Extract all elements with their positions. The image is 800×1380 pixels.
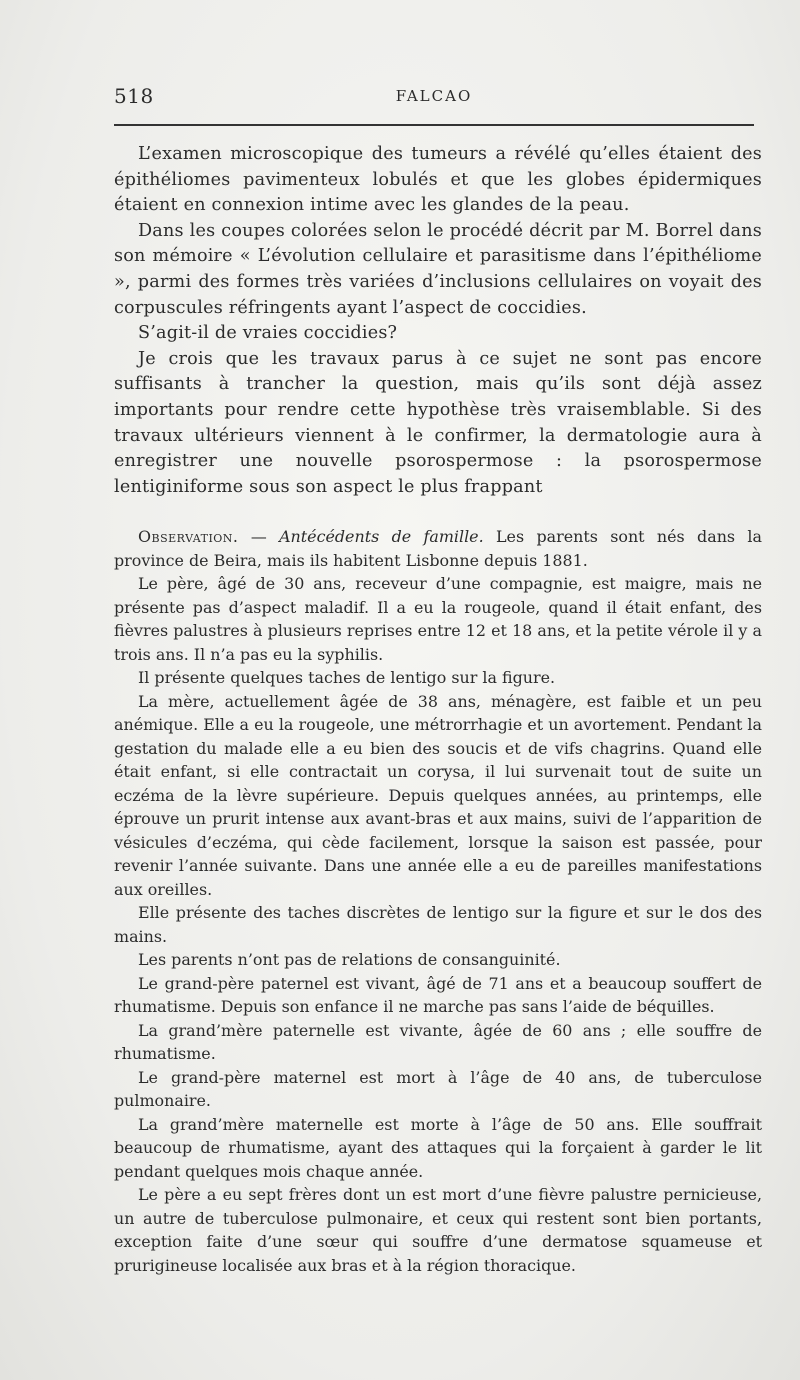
paragraph: S’agit-il de vraies coccidies? xyxy=(138,323,398,344)
paragraph: Je crois que les travaux parus à ce sujet ne sont pas encore suffisants à trancher la question, mais qu’ils sont déjà assez importants pour rendre cette hypothèse très vraisemblable. Si des travaux ultérieurs viennent à le confirmer, la dermatologie aura à enregistrer une nouvelle psorospermose : la psorospermose lentiginiforme sous son aspect le plus frappant xyxy=(114,348,762,497)
observation-first-paragraph xyxy=(114,525,762,572)
paragraph: Elle présente des taches discrètes de lentigo sur la figure et sur le dos des mains. xyxy=(114,903,762,946)
paragraph: La grand’mère paternelle est vivante, âgée de 60 ans ; elle souffre de rhumatisme. xyxy=(114,1020,762,1064)
page-header xyxy=(114,84,754,112)
paragraph: Le père a eu sept frères dont un est mort d’une fièvre palustre pernicieuse, un autre de tuberculose pulmonaire, et ceux qui restent sont bien portants, exception faite d’une sœur qui souffre d’une dermatose squameuse et prurigineuse localisée aux bras et à la région thoracique. xyxy=(114,1185,762,1275)
observation-label: Observation. xyxy=(138,527,239,547)
paragraph: La mère, actuellement âgée de 38 ans, ménagère, est faible et un peu anémique. Elle a eu la rougeole, une métrorrhagie et un avortement. Pendant la gestation du malade elle a eu bien des soucis et de vifs chagrins. Quand elle était enfant, si elle contractait un corysa, il lui survenait tout de suite un eczéma de la lèvre supérieure. Depuis quelques années, au printemps, elle éprouve un prurit intense aux avant-bras et aux mains, suivi de l’apparition de vésicules d’eczéma, qui cède facilement, lorsque la saison est passée, pour revenir l’année suivante. Dans une année elle a eu de pareilles manifestations aux oreilles. xyxy=(114,691,762,899)
observation-first-text: Les parents sont nés dans la province de Beira, mais ils habitent Lisbonne depuis 1881. xyxy=(114,527,762,570)
page-number: 518 xyxy=(114,84,154,108)
paragraph: La grand’mère maternelle est morte à l’âge de 50 ans. Elle souffrait beaucoup de rhumatisme, ayant des attaques qui la forçaient à garder le lit pendant quelques mois chaque année. xyxy=(114,1114,762,1181)
paragraph: Le père, âgé de 30 ans, receveur d’une compagnie, est maigre, mais ne présente pas d’aspect maladif. Il a eu la rougeole, quand il était enfant, des fièvres palustres à plusieurs reprises entre 12 et 18 ans, et la petite vérole il y a trois ans. Il n’a pas eu la syphilis. xyxy=(114,574,762,664)
header-rule xyxy=(114,124,754,126)
paragraph: L’examen microscopique des tumeurs a révélé qu’elles étaient des épithéliomes pavimenteux lobulés et que les globes épidermiques étaient en connexion intime avec les glandes de la peau. xyxy=(114,144,762,216)
paragraph: Le grand-père paternel est vivant, âgé de 71 ans et a beaucoup souffert de rhumatisme. Depuis son enfance il ne marche pas sans l’aide de béquilles. xyxy=(114,973,762,1017)
observation-dash: — xyxy=(238,527,280,547)
paragraph: Les parents n’ont pas de relations de consanguinité. xyxy=(138,950,561,970)
paragraph: Il présente quelques taches de lentigo sur la figure. xyxy=(138,668,556,688)
observation-section xyxy=(114,525,762,1277)
page-body xyxy=(114,142,762,1277)
intro-section xyxy=(114,142,762,500)
running-title: FALCAO xyxy=(395,87,473,105)
observation-subtitle: Antécédents de famille. xyxy=(279,527,484,547)
paragraph: Le grand-père maternel est mort à l’âge de 40 ans, de tuberculose pulmonaire. xyxy=(114,1067,762,1111)
paragraph: Dans les coupes colorées selon le procédé décrit par M. Borrel dans son mémoire « L’évolution cellulaire et parasitisme dans l’épithéliome », parmi des formes très variées d’inclusions cellulaires on voyait des corpuscules réfringents ayant l’aspect de coccidies. xyxy=(114,220,762,318)
